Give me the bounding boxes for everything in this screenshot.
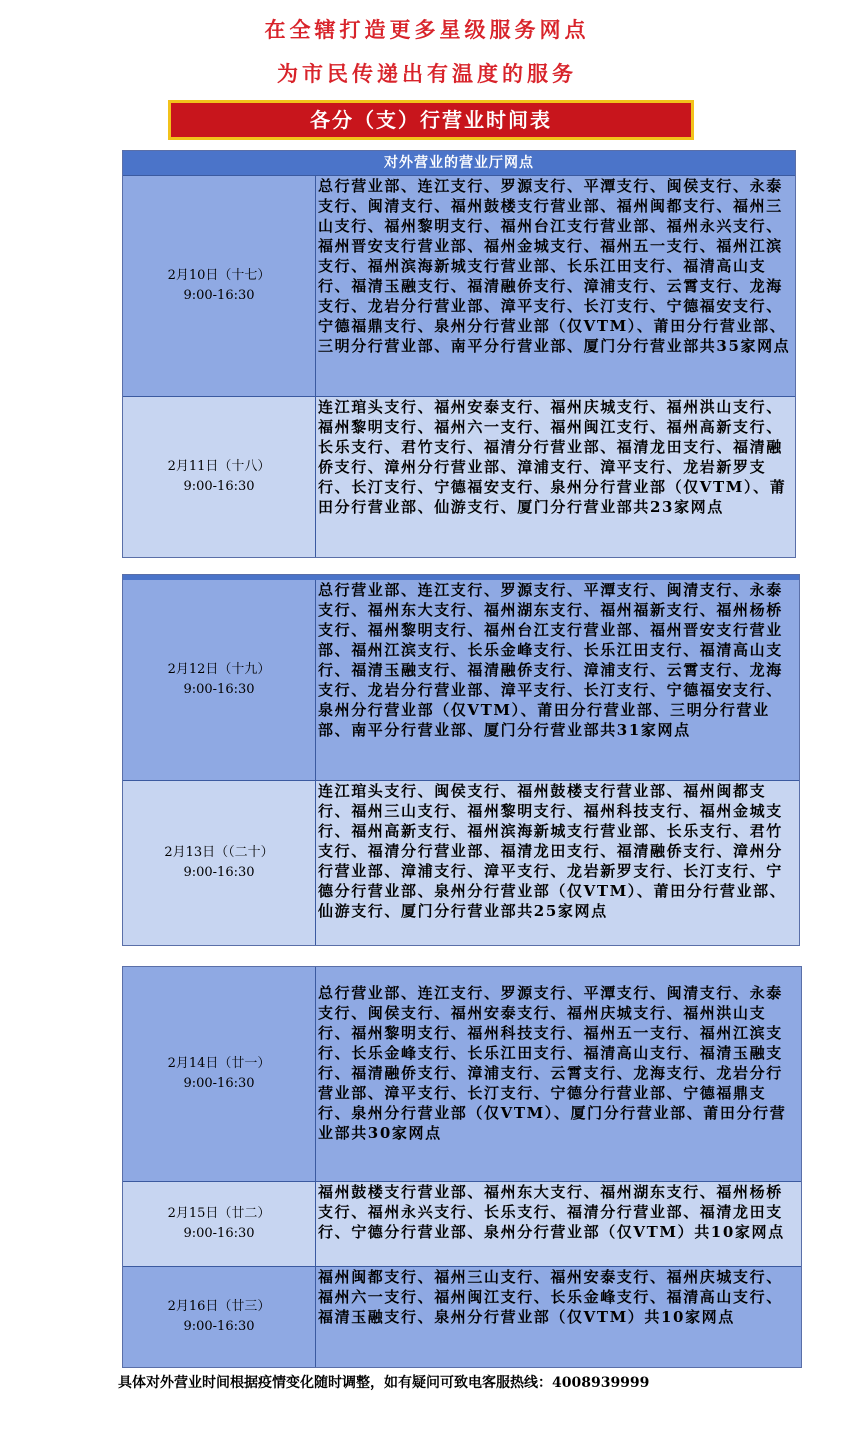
date-cell <box>123 580 316 780</box>
date-label: 2月13日（（二十） <box>164 845 274 860</box>
schedule-title-banner: 各分（支）行营业时间表 <box>168 100 694 140</box>
footer-note: 具体对外营业时间根据疫情变化随时调整，如有疑问可致电客服热线：4008939999 <box>118 1375 650 1391</box>
date-label: 2月12日（十九） <box>167 662 271 677</box>
table-header: 对外营业的营业厅网点 <box>123 151 795 176</box>
date-label: 2月11日（十八） <box>167 459 271 474</box>
branch-list: 连江琯头支行、闽侯支行、福州鼓楼支行营业部、福州闽都支行、福州三山支行、福州黎明支行、福州科技支行、福州金城支行、福州高新支行、福州滨海新城支行营业部、长乐支行、君竹支行、福清分行营业部、福清龙田支行、福清融侨支行、漳州分行营业部、漳浦支行、漳平支行、龙岩新罗支行、长汀支行、宁德分行营业部、泉州分行营业部（仅VTM）、莆田分行营业部、仙游支行、厦门分行营业部共25家网点 <box>316 781 799 945</box>
branch-list: 总行营业部、连江支行、罗源支行、平潭支行、闽清支行、永泰支行、闽侯支行、福州安泰支行、福州庆城支行、福州洪山支行、福州黎明支行、福州科技支行、福州五一支行、福州江滨支行、长乐金峰支行、长乐江田支行、福清高山支行、福清玉融支行、福清融侨支行、漳浦支行、云霄支行、龙海支行、龙岩分行营业部、漳平支行、长汀支行、宁德分行营业部、宁德福鼎支行、泉州分行营业部（仅VTM）、厦门分行营业部、莆田分行营业部共30家网点 <box>316 967 801 1181</box>
date-label: 2月15日（廿二） <box>167 1206 271 1221</box>
table-row <box>123 781 799 945</box>
table-row <box>123 1267 801 1367</box>
headline-line-1: 在全辖打造更多星级服务网点 <box>264 18 590 42</box>
table-row <box>123 176 795 397</box>
date-label: 2月10日（十七） <box>167 268 271 283</box>
hours-label: 9:00-16:30 <box>183 479 255 494</box>
date-label: 2月14日（廿一） <box>167 1056 271 1071</box>
date-cell <box>123 1182 316 1266</box>
hours-label: 9:00-16:30 <box>183 865 255 880</box>
branch-list: 总行营业部、连江支行、罗源支行、平潭支行、闽清支行、永泰支行、福州东大支行、福州湖东支行、福州福新支行、福州杨桥支行、福州黎明支行、福州台江支行营业部、福州晋安支行营业部、福州江滨支行、长乐金峰支行、长乐江田支行、福清高山支行、福清玉融支行、福清融侨支行、漳浦支行、云霄支行、龙海支行、龙岩分行营业部、漳平支行、长汀支行、宁德福安支行、泉州分行营业部（仅VTM）、莆田分行营业部、三明分行营业部、南平分行营业部、厦门分行营业部共31家网点 <box>316 580 799 780</box>
date-cell <box>123 781 316 945</box>
hours-label: 9:00-16:30 <box>183 288 255 303</box>
date-cell <box>123 1267 316 1367</box>
branch-list: 福州闽都支行、福州三山支行、福州安泰支行、福州庆城支行、福州六一支行、福州闽江支行、长乐金峰支行、福清高山支行、福清玉融支行、泉州分行营业部（仅VTM）共10家网点 <box>316 1267 801 1367</box>
table-row <box>123 1182 801 1267</box>
date-label: 2月16日（廿三） <box>167 1299 271 1314</box>
date-cell <box>123 967 316 1181</box>
hours-label: 9:00-16:30 <box>183 682 255 697</box>
hours-label: 9:00-16:30 <box>183 1319 255 1334</box>
date-cell <box>123 176 316 396</box>
branch-list: 连江琯头支行、福州安泰支行、福州庆城支行、福州洪山支行、福州黎明支行、福州六一支行、福州闽江支行、福州高新支行、长乐支行、君竹支行、福清分行营业部、福清龙田支行、福清融侨支行、漳州分行营业部、漳浦支行、漳平支行、龙岩新罗支行、长汀支行、宁德福安支行、泉州分行营业部（仅VTM）、莆田分行营业部、仙游支行、厦门分行营业部共23家网点 <box>316 397 795 557</box>
table-row <box>123 397 795 557</box>
schedule-table-2 <box>122 574 800 946</box>
date-cell <box>123 397 316 557</box>
table-row <box>123 967 801 1182</box>
hours-label: 9:00-16:30 <box>183 1076 255 1091</box>
schedule-table-1 <box>122 150 796 558</box>
schedule-table-3 <box>122 966 802 1368</box>
hours-label: 9:00-16:30 <box>183 1226 255 1241</box>
branch-list: 总行营业部、连江支行、罗源支行、平潭支行、闽侯支行、永泰支行、闽清支行、福州鼓楼支行营业部、福州闽都支行、福州三山支行、福州黎明支行、福州台江支行营业部、福州永兴支行、福州晋安支行营业部、福州金城支行、福州五一支行、福州江滨支行、福州滨海新城支行营业部、长乐江田支行、福清高山支行、福清玉融支行、福清融侨支行、漳浦支行、云霄支行、龙海支行、龙岩分行营业部、漳平支行、长汀支行、宁德福安支行、宁德福鼎支行、泉州分行营业部（仅VTM）、莆田分行营业部、三明分行营业部、南平分行营业部、厦门分行营业部共35家网点 <box>316 176 795 396</box>
headline-line-2: 为市民传递出有温度的服务 <box>277 62 577 86</box>
table-row <box>123 580 799 781</box>
branch-list: 福州鼓楼支行营业部、福州东大支行、福州湖东支行、福州杨桥支行、福州永兴支行、长乐支行、福清分行营业部、福清龙田支行、宁德分行营业部、泉州分行营业部（仅VTM）共10家网点 <box>316 1182 801 1266</box>
